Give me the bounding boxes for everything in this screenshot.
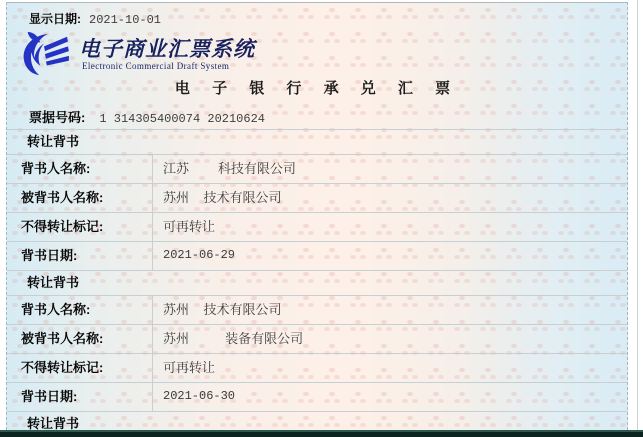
row-label: 背书日期: xyxy=(7,242,153,270)
table-row-endorse-date xyxy=(7,241,627,270)
row-label: 被背书人名称: xyxy=(7,184,153,212)
section-header-endorsement-1: 转让背书 xyxy=(7,129,627,154)
endorsement-table xyxy=(7,129,627,430)
gutter-divider xyxy=(637,0,638,430)
row-value: 苏州 装备有限公司 xyxy=(163,331,304,346)
row-label: 背书日期: xyxy=(7,383,153,411)
table-row-endorsee-name xyxy=(7,183,627,212)
row-value: 可再转让 xyxy=(163,219,216,234)
right-gutter xyxy=(628,0,643,430)
table-row-non-transferable-flag xyxy=(7,353,627,382)
row-value: 苏州 技术有限公司 xyxy=(163,190,282,205)
bill-title: 电 子 银 行 承 兑 汇 票 xyxy=(174,80,460,97)
bill-number-row xyxy=(7,101,627,129)
row-label: 被背书人名称: xyxy=(7,325,153,353)
display-date-value: 2021-10-01 xyxy=(89,13,162,27)
logo xyxy=(7,28,627,79)
row-value: 2021-06-29 xyxy=(163,248,236,262)
bill-number-label: 票据号码: xyxy=(29,110,86,125)
logo-title-cn: 电子商业汇票系统 xyxy=(79,36,255,61)
draft-document xyxy=(6,2,628,430)
logo-title-en: Electronic Commercial Draft System xyxy=(82,60,230,71)
row-label: 不得转让标记: xyxy=(7,213,153,241)
table-row-endorse-date xyxy=(7,382,627,411)
table-row-endorser-name xyxy=(7,295,627,324)
row-label: 背书人名称: xyxy=(7,155,153,183)
window-bottom-bar xyxy=(0,430,643,437)
display-date-row xyxy=(7,3,627,28)
row-label: 不得转让标记: xyxy=(7,354,153,382)
row-label: 背书人名称: xyxy=(7,296,153,324)
bill-number-value: 1 314305400074 20210624 xyxy=(99,112,265,126)
row-value: 可再转让 xyxy=(163,360,216,375)
row-value: 2021-06-30 xyxy=(163,389,236,403)
row-value: 江苏 科技有限公司 xyxy=(163,161,296,176)
ecds-logo-icon xyxy=(19,31,69,77)
table-row-non-transferable-flag xyxy=(7,212,627,241)
table-row-endorser-name xyxy=(7,154,627,183)
section-header-endorsement-3: 转让背书 xyxy=(7,411,627,430)
section-header-endorsement-2: 转让背书 xyxy=(7,270,627,295)
display-date-label: 显示日期: xyxy=(29,12,81,26)
table-row-endorsee-name xyxy=(7,324,627,353)
row-value: 苏州 技术有限公司 xyxy=(163,302,282,317)
logo-text xyxy=(79,37,255,71)
